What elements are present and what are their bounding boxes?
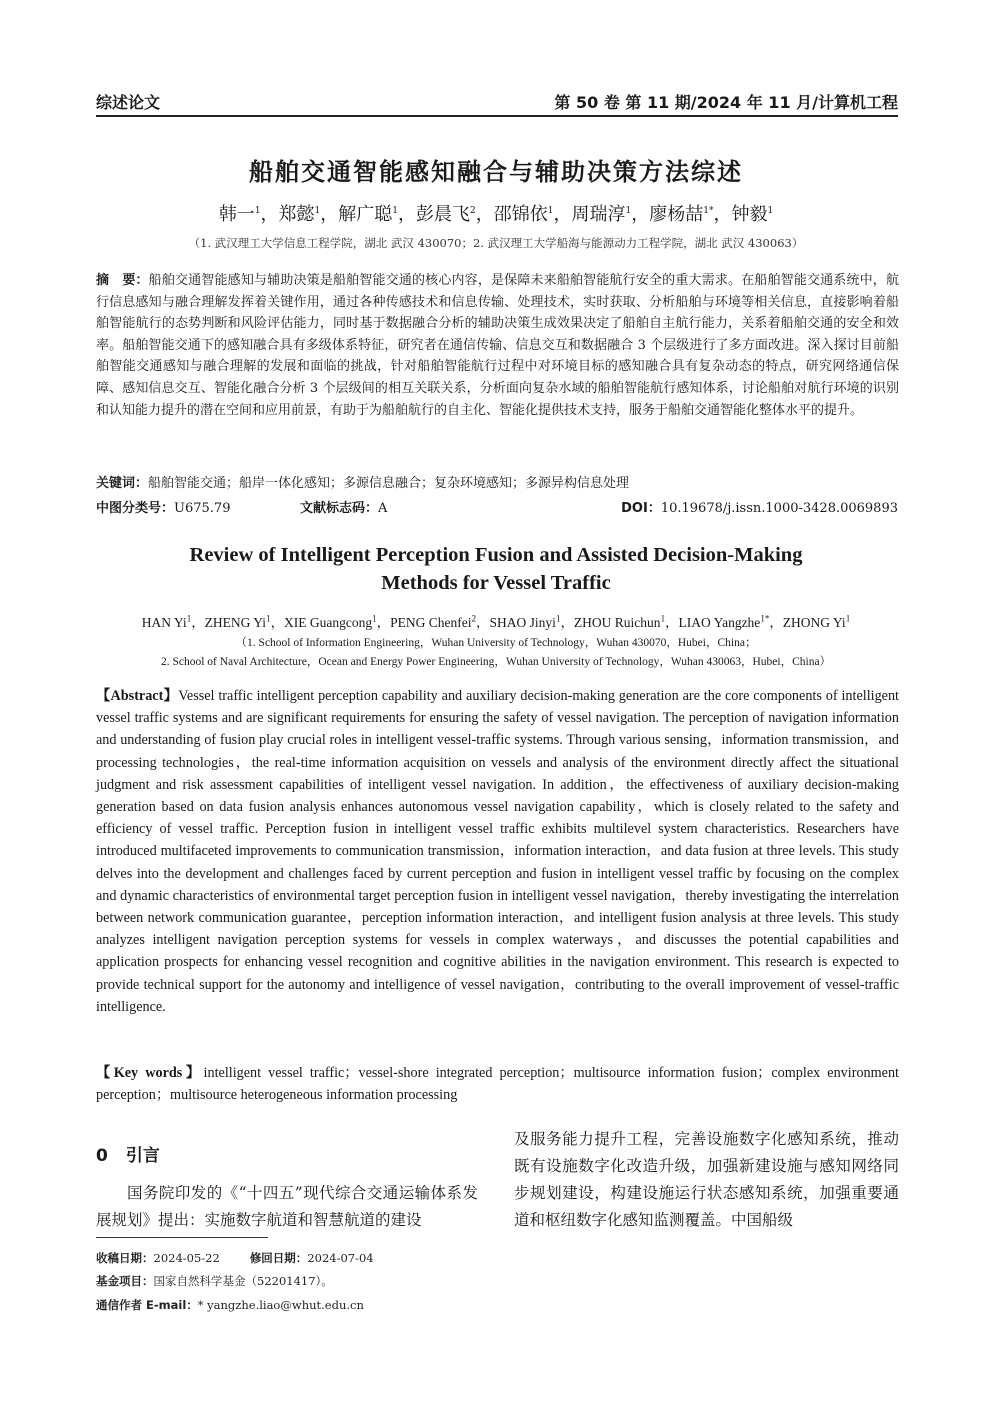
chinese-abstract-label: 摘 要： (96, 273, 149, 288)
english-authors: HAN Yi$^1$，ZHENG Yi$^1$，XIE Guangcong$^1$，PENG Chenfei$^2$，SHAO Jinyi$^1$，ZHOU Ruichun$^1$，LIAO Yangzhe$^{1*}$，ZHONG Yi$^1$ (141, 613, 851, 630)
chinese-title: 船舶交通智能感知融合与辅助决策方法综述 (249, 158, 743, 186)
english-affiliation-2: 2. School of Naval Architecture，Ocean and Energy Power Engineering，Wuhan University of Technology，Wuhan 430063，Hubei，China） (160, 656, 832, 668)
chinese-keywords (96, 474, 899, 494)
english-abstract (96, 685, 899, 1018)
footnote-email: 通信作者 E-mail：* yangzhe.liao@whut.edu.cn (96, 1298, 364, 1312)
journal-issue-info: 第 50 卷 第 11 期/2024 年 11 月/计算机工程 (554, 93, 898, 112)
chinese-abstract-text: 船舶交通智能感知与辅助决策是船舶智能交通的核心内容，是保障未来船舶智能航行安全的重大需求。在船舶智能交通系统中，航行信息感知与融合理解发挥着关键作用，通过各种传感技术和信息传输、处理技术，实时获取、分析船舶与环境等相关信息，直接影响着船舶智能航行的态势判断和风险评估能力，同时基于数据融合分析的辅助决策生成效果决定了船舶自主航行能力，关系着船舶交通的安全和效率。船舶智能交通下的感知融合具有多级体系特征，研究者在通信传输、信息交互和数据融合 3 个层级进行了多方面改进。深入探讨目前船舶智能交通感知与融合理解的发展和面临的挑战，针对船舶智能航行过程中对环境目标的感知融合具有复杂动态的特点，研究网络通信保障、感知信息交互、智能化融合分析 3 个层级间的相互关联关系，分析面向复杂水域的船舶智能航行感知体系，讨论船舶对航行环境的识别和认知能力提升的潜在空间和应用前景，有助于为船舶航行的自主化、智能化提供技术支持，服务于船舶交通智能化整体水平的提升。 (96, 273, 899, 418)
footnote-rule (96, 1237, 268, 1238)
classification-number: 中图分类号：U675.79 (96, 501, 231, 516)
footnote-dates: 收稿日期：2024-05-22 修回日期：2024-07-04 (96, 1251, 374, 1265)
chinese-authors: 韩一$^1$，郑懿$^1$，解广聪$^1$，彭晨飞$^2$，邵锦依$^1$，周瑞淳$^1$，廖杨喆$^{1*}$，钟毅$^1$ (218, 204, 774, 225)
english-abstract-label: 【Abstract】 (96, 688, 179, 704)
chinese-keywords-text: 船舶智能交通；船岸一体化感知；多源信息融合；复杂环境感知；多源异构信息处理 (148, 476, 630, 491)
english-title: Review of Intelligent Perception Fusion and Assisted Decision-Making Methods for Vessel Traffic (189, 544, 803, 594)
body-right-column: 及服务能力提升工程，完善设施数字化感知系统，推动既有设施数字化改造升级，加强新建设施与感知网络同步规划建设，构建设施运行状态感知系统，加强重要通道和枢纽数字化感知监测覆盖。中国船级 (514, 1130, 899, 1229)
chinese-affiliation: （1. 武汉理工大学信息工程学院，湖北 武汉 430070；2. 武汉理工大学船海与能源动力工程学院，湖北 武汉 430063） (188, 236, 804, 250)
journal-section-label: 综述论文 (96, 93, 161, 112)
chinese-abstract (96, 270, 899, 421)
english-abstract-text: Vessel traffic intelligent perception capability and auxiliary decision-making generation are the core components of intelligent vessel traffic systems and are significant requirements for ensuring the safety of vessel navigation. The perception of navigation information and understanding of fusion play crucial roles in intelligent vessel-traffic systems. Through various sensing，information transmission，and processing technologies，the real-time information acquisition on vessels and analysis of the environment directly affect the situational judgment and risk assessment capabilities of intelligent vessel navigation. In addition，the effectiveness of auxiliary decision-making generation based on data fusion analysis enhances autonomous vessel navigation capability，which is closely related to the safety and efficiency of vessel traffic. Perception fusion in intelligent vessel traffic exhibits multilevel system characteristics. Researchers have introduced multifaceted improvements to communication transmission，information interaction，and data fusion at three levels. This study delves into the development and challenges faced by current perception and fusion in intelligent vessel traffic by focusing on the complex and dynamic characteristics of environmental target perception fusion in intelligent vessel navigation，thereby investigating the interrelation between network communication guarantee，perception information interaction，and intelligent fusion analysis at three levels. This study analyzes intelligent navigation perception systems for vessels in complex waterways，and discusses the potential capabilities and application prospects for enhancing vessel recognition and cognitive abilities in the navigation environment. This research is expected to provide technical support for the autonomy and intelligence of vessel navigation，contributing to the overall improvement of vessel-traffic intelligence. (96, 688, 899, 1015)
header-rule (96, 115, 898, 117)
doi: DOI：10.19678/j.issn.1000-3428.0069893 (621, 501, 898, 516)
document-code: 文献标志码：A (300, 501, 388, 516)
english-keywords (96, 1062, 899, 1106)
english-keywords-text: intelligent vessel traffic；vessel-shore integrated perception；multisource information fusion；complex environment perception；multisource heterogeneous information processing (96, 1065, 899, 1104)
chinese-keywords-label: 关键词： (96, 476, 149, 491)
section-heading: 0 引言 (96, 1146, 160, 1166)
english-affiliation-1: （1. School of Information Engineering，Wuhan University of Technology，Wuhan 430070，Hubei，China； (235, 637, 757, 649)
body-left-column: 国务院印发的《“十四五”现代综合交通运输体系发展规划》提出：实施数字航道和智慧航道的建设 (96, 1184, 478, 1229)
english-keywords-label: 【Key words】 (96, 1065, 204, 1081)
footnote-funding: 基金项目：国家自然科学基金（52201417）。 (96, 1274, 333, 1288)
